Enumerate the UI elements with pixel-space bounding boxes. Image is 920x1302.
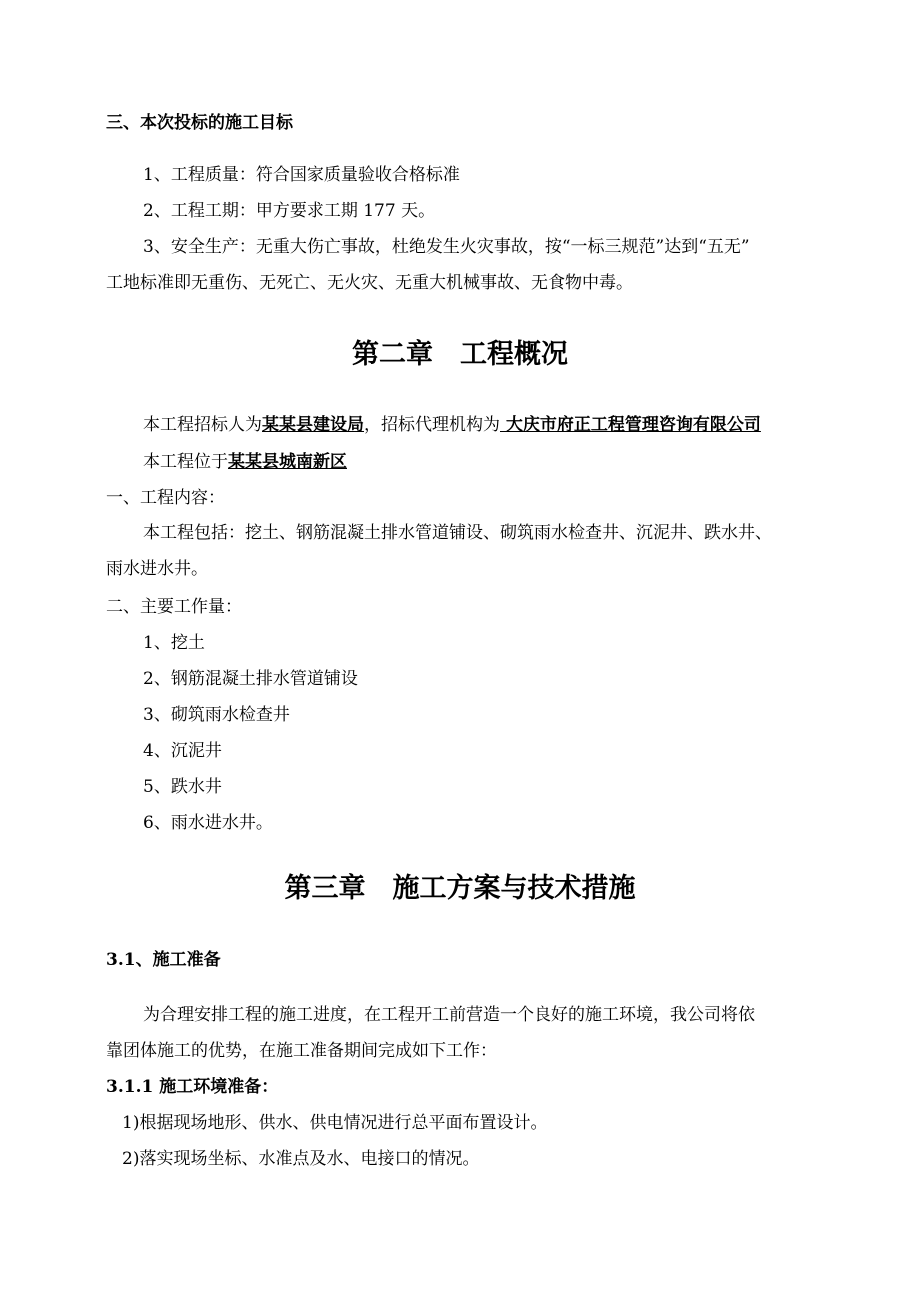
workload-item: 3、砌筑雨水检查井 — [143, 705, 290, 725]
section-heading-3-1-1: 3.1.1 施工环境准备： — [106, 1077, 279, 1097]
owner-prefix: 本工程招标人为 — [143, 415, 262, 435]
section-heading-content: 一、工程内容： — [106, 488, 225, 508]
section-heading-goals: 三、本次投标的施工目标 — [106, 113, 293, 133]
overview-paragraph-1 — [143, 415, 761, 435]
environment-item: 1)根据现场地形、供水、供电情况进行总平面布置设计。 — [122, 1113, 548, 1133]
section-heading-3-1: 3.1、施工准备 — [106, 950, 221, 970]
workload-item: 1、挖土 — [143, 633, 205, 653]
goal-item-safety-cont: 工地标准即无重伤、无死亡、无火灾、无重大机械事故、无食物中毒。 — [106, 273, 633, 293]
owner-name: 某某县建设局 — [262, 415, 364, 435]
environment-item: 2)落实现场坐标、水准点及水、电接口的情况。 — [122, 1149, 480, 1169]
agent-prefix: ，招标代理机构为 — [364, 415, 500, 435]
agent-name: 大庆市府正工程管理咨询有限公司 — [500, 415, 761, 435]
workload-item: 5、跌水井 — [143, 777, 222, 797]
location-prefix: 本工程位于 — [143, 452, 228, 472]
content-body: 本工程包括：挖土、钢筋混凝土排水管道铺设、砌筑雨水检查井、沉泥井、跌水井、 — [143, 523, 772, 543]
preparation-body: 为合理安排工程的施工进度，在工程开工前营造一个良好的施工环境，我公司将依 — [143, 1005, 755, 1025]
goal-item-safety: 3、安全生产：无重大伤亡事故，杜绝发生火灾事故，按“一标三规范”达到“五无” — [143, 237, 750, 257]
overview-paragraph-2 — [143, 452, 347, 472]
content-body-cont: 雨水进水井。 — [106, 559, 208, 579]
location-name: 某某县城南新区 — [228, 452, 347, 472]
preparation-body-cont: 靠团体施工的优势，在施工准备期间完成如下工作： — [106, 1041, 497, 1061]
workload-item: 6、雨水进水井。 — [143, 813, 273, 833]
chapter-2-title: 第二章 工程概况 — [352, 339, 568, 370]
chapter-3-title: 第三章 施工方案与技术措施 — [284, 873, 636, 904]
goal-item-quality: 1、工程质量：符合国家质量验收合格标准 — [143, 165, 460, 185]
workload-item: 2、钢筋混凝土排水管道铺设 — [143, 669, 358, 689]
goal-item-duration: 2、工程工期：甲方要求工期 177 天。 — [143, 201, 436, 221]
workload-item: 4、沉泥井 — [143, 741, 222, 761]
section-heading-workload: 二、主要工作量： — [106, 597, 242, 617]
